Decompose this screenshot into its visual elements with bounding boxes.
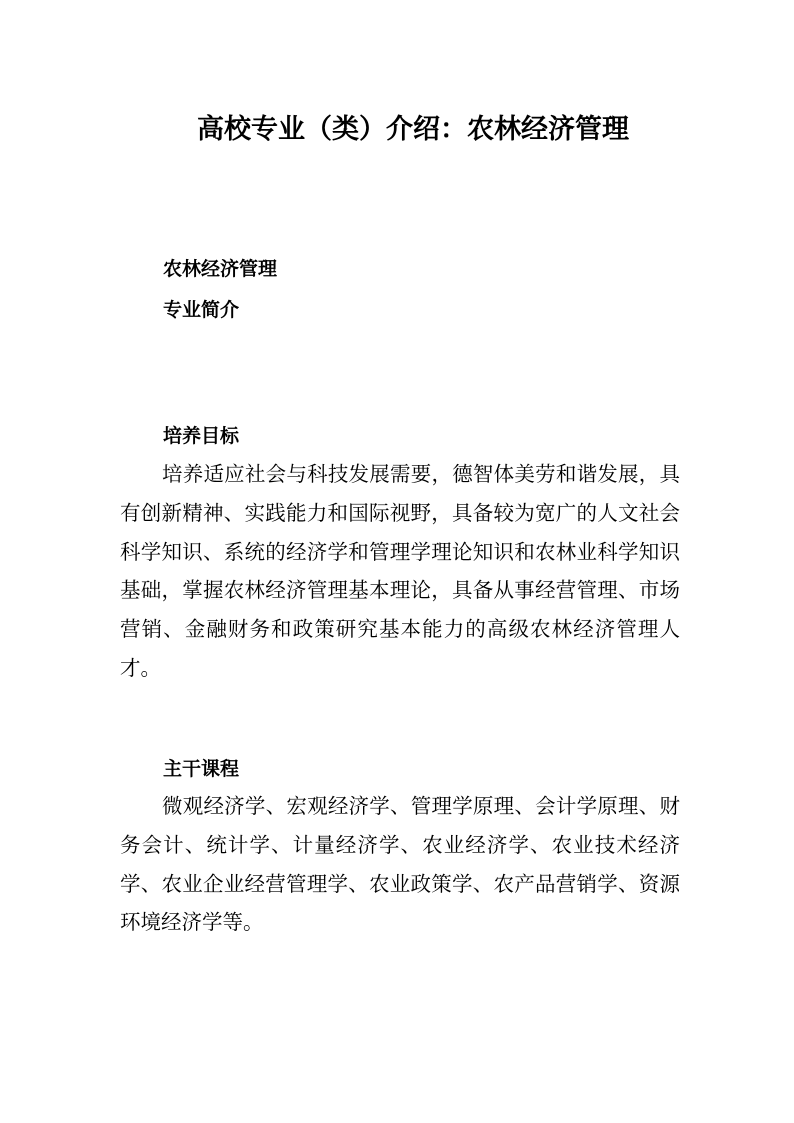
major-name-heading: 农林经济管理 (163, 258, 278, 280)
intro-heading: 专业简介 (163, 299, 240, 321)
section-heading-goals: 培养目标 (163, 425, 240, 447)
section-heading-courses: 主干课程 (163, 758, 240, 780)
section-body-goals: 培养适应社会与科技发展需要，德智体美劳和谐发展，具有创新精神、实践能力和国际视野，具备较为宽广的人文社会科学知识、系统的经济学和管理学理论知识和农林业科学知识基础，掌握农林经济管理基本理论，具备从事经营管理、市场营销、金融财务和政策研究基本能力的高级农林经济管理人才。 (120, 462, 680, 680)
page-title: 高校专业（类）介绍：农林经济管理 (197, 114, 629, 145)
section-body-courses: 微观经济学、宏观经济学、管理学原理、会计学原理、财务会计、统计学、计量经济学、农业经济学、农业技术经济学、农业企业经营管理学、农业政策学、农产品营销学、资源环境经济学等。 (120, 794, 680, 935)
